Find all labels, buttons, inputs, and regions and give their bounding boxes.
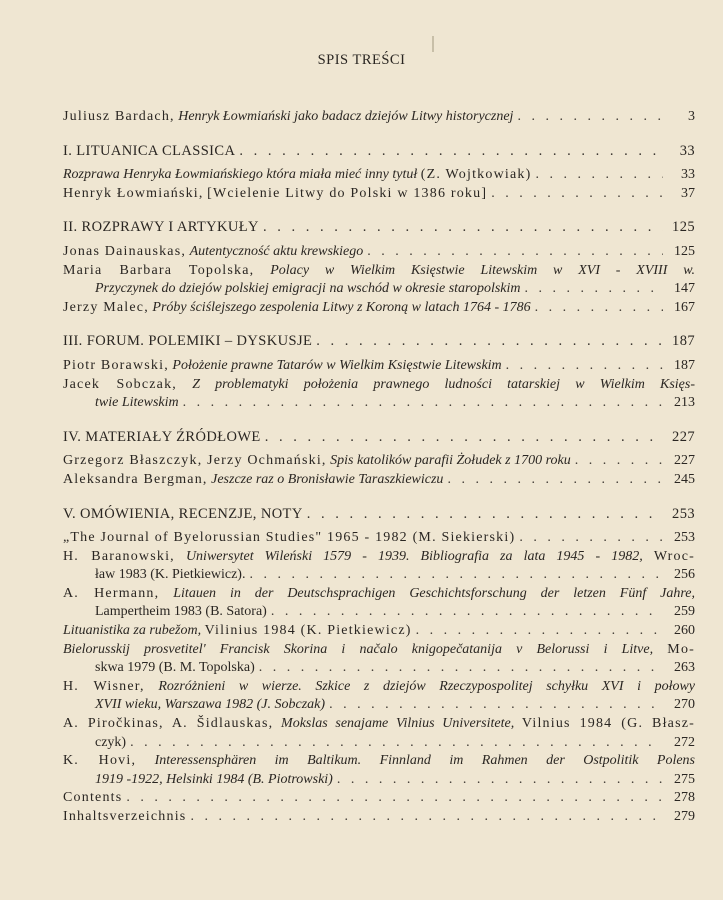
toc-entry bbox=[63, 185, 695, 204]
entry-text bbox=[63, 166, 531, 185]
toc-entry bbox=[63, 641, 695, 678]
entry-detail: (Z. Wojtkowiak) bbox=[420, 167, 532, 183]
entry-title: Autentyczność aktu krewskiego bbox=[189, 243, 364, 259]
dot-leader bbox=[416, 622, 663, 641]
entry-title: Położenie prawne Tatarów w Wielkim Księstwie Litewskim bbox=[172, 357, 502, 373]
entry-title: Litauen in der Deutschsprachigen Geschichtsforschung der letzen Fünf Jahre, bbox=[173, 585, 695, 601]
page-number: 125 bbox=[674, 243, 695, 259]
toc-entry bbox=[63, 376, 695, 413]
page-number: 125 bbox=[672, 219, 695, 236]
entry-text bbox=[63, 622, 412, 641]
entry-continuation: czyk) bbox=[95, 734, 127, 750]
entry-detail: [Wcielenie Litwy do Polski w 1386 roku] bbox=[207, 185, 488, 201]
page-number: 263 bbox=[674, 660, 695, 676]
dot-leader bbox=[535, 299, 663, 318]
entry-author: K. Hovi, bbox=[63, 753, 137, 769]
page-number: 256 bbox=[674, 567, 695, 583]
toc-entry bbox=[63, 243, 695, 262]
entry-author: Grzegorz Błaszczyk, Jerzy Ochmański, bbox=[63, 453, 327, 469]
entry-continuation: 1919 -1922, Helsinki 1984 (B. Piotrowski) bbox=[95, 771, 333, 787]
entry-author: Jonas Dainauskas, bbox=[63, 243, 187, 259]
dot-leader bbox=[447, 471, 663, 490]
section-heading bbox=[63, 332, 695, 351]
entry-line-2 bbox=[63, 280, 695, 299]
page-number: 33 bbox=[679, 142, 695, 159]
entry-title: Henryk Łowmiański jako badacz dziejów Litwy historycznej bbox=[178, 109, 514, 124]
page-number: 260 bbox=[674, 623, 695, 639]
page-number: 147 bbox=[674, 281, 695, 297]
entry-detail: Mo- bbox=[667, 641, 695, 657]
toc-entry bbox=[63, 622, 695, 641]
page-number: 278 bbox=[674, 790, 695, 806]
dot-leader bbox=[367, 243, 663, 262]
entry-author: Henryk Łowmiański, bbox=[63, 185, 204, 201]
entry-line-2 bbox=[63, 734, 695, 753]
entry-author: Jacek Sobczak, bbox=[63, 376, 178, 392]
toc-entry bbox=[63, 752, 695, 789]
entry-continuation: Przyczynek do dziejów polskiej emigracji na wschód w okresie staropolskim bbox=[95, 281, 521, 297]
toc-entry bbox=[63, 529, 695, 548]
page-number: 187 bbox=[674, 357, 695, 373]
toc-entry bbox=[63, 808, 695, 827]
entry-line-2 bbox=[63, 659, 695, 678]
entry-author: H. Wisner, bbox=[63, 678, 145, 694]
section-title: V. OMÓWIENIA, RECENZJE, NOTY bbox=[63, 505, 303, 522]
page-number: 275 bbox=[674, 771, 695, 787]
section-title: I. LITUANICA CLASSICA bbox=[63, 142, 236, 159]
page-number: 33 bbox=[681, 167, 695, 183]
dot-leader bbox=[130, 734, 663, 753]
entry-line-1 bbox=[63, 715, 695, 734]
entry-author: Piotr Borawski, bbox=[63, 357, 169, 373]
toc-entry bbox=[63, 789, 695, 808]
dot-leader bbox=[190, 808, 663, 827]
toc-entry bbox=[63, 452, 695, 471]
entry-text bbox=[63, 185, 487, 204]
entry-title: Polacy w Wielkim Księstwie Litewskim w XVI - XVIII w. bbox=[270, 262, 695, 278]
dot-leader bbox=[183, 394, 663, 413]
section-title: III. FORUM. POLEMIKI – DYSKUSJE bbox=[63, 333, 313, 350]
entry-detail: Wroc- bbox=[653, 548, 695, 564]
toc-entry bbox=[63, 166, 695, 185]
entry-text bbox=[63, 243, 363, 262]
entry-line-1 bbox=[63, 262, 695, 281]
entry-author: Jerzy Malec, bbox=[63, 299, 149, 315]
page-crease bbox=[432, 36, 434, 52]
page-number: 259 bbox=[674, 604, 695, 620]
dot-leader bbox=[535, 166, 663, 185]
entry-author: H. Baranowski, bbox=[63, 548, 175, 564]
entry-title: Rozprawa Henryka Łowmiańskiego która miała mieć inny tytuł bbox=[63, 167, 418, 183]
entry-title: Interessensphären im Baltikum. Finnland im Rahmen der Ostpolitik Polens bbox=[154, 753, 695, 769]
entry-author: Inhaltsverzeichnis bbox=[63, 809, 187, 824]
toc-entry bbox=[63, 357, 695, 376]
entry-text bbox=[63, 529, 515, 548]
dot-leader bbox=[265, 428, 663, 447]
dot-leader bbox=[517, 108, 663, 127]
page-number: 279 bbox=[674, 809, 695, 824]
entry-line-1 bbox=[63, 548, 695, 567]
entry-author: Juliusz Bardach, bbox=[63, 109, 175, 124]
entry-line-1 bbox=[63, 376, 695, 395]
dot-leader bbox=[126, 789, 663, 808]
entry-author: A. Hermann, bbox=[63, 585, 160, 601]
section-heading bbox=[63, 428, 695, 447]
entry-line-2 bbox=[63, 394, 695, 413]
entry-detail: Vilinius 1984 (K. Pietkiewicz) bbox=[204, 623, 412, 639]
page-number: 253 bbox=[672, 505, 695, 522]
dot-leader bbox=[337, 771, 663, 790]
page-number: 227 bbox=[672, 428, 695, 445]
entry-text bbox=[63, 808, 186, 827]
entry-line-1 bbox=[63, 752, 695, 771]
dot-leader bbox=[263, 218, 663, 237]
toc-entry bbox=[63, 299, 695, 318]
entry-continuation: Lampertheim 1983 (B. Satora) bbox=[95, 604, 267, 620]
entry-title: Uniwersytet Wileński 1579 - 1939. Bibliografia za lata 1945 - 1982, bbox=[185, 548, 643, 564]
dot-leader bbox=[307, 505, 663, 524]
entry-text bbox=[63, 452, 571, 471]
toc-entry bbox=[63, 585, 695, 622]
entry-title: Spis katolików parafii Żołudek z 1700 roku bbox=[330, 453, 571, 469]
entry-title: Lituanistika za rubežom, bbox=[63, 623, 202, 639]
section-title: IV. MATERIAŁY ŹRÓDŁOWE bbox=[63, 428, 261, 445]
entry-line-1 bbox=[63, 678, 695, 697]
entry-continuation: ław 1983 (K. Pietkiewicz). bbox=[95, 567, 246, 583]
dot-leader bbox=[259, 659, 663, 678]
entry-author: Maria Barbara Topolska, bbox=[63, 262, 255, 278]
entry-text bbox=[63, 471, 443, 490]
toc-entry bbox=[63, 715, 695, 752]
section-heading bbox=[63, 218, 695, 237]
entry-line-2 bbox=[63, 603, 695, 622]
dot-leader bbox=[249, 566, 663, 585]
page-number: 167 bbox=[674, 299, 695, 315]
entry-line-2 bbox=[63, 566, 695, 585]
entry-title: Jeszcze raz o Bronisławie Taraszkiewiczu bbox=[211, 471, 444, 487]
entry-title: Z problematyki położenia prawnego ludności tatarskiej w Wielkim Księs- bbox=[192, 376, 695, 392]
entry-line-2 bbox=[63, 771, 695, 790]
toc-entry bbox=[63, 548, 695, 585]
entry-author: A. Piročkinas, A. Šidlauskas, bbox=[63, 716, 274, 732]
dot-leader bbox=[506, 357, 663, 376]
entry-title: Próby ściślejszego zespolenia Litwy z Koroną w latach 1764 - 1786 bbox=[152, 299, 531, 315]
page-number: 3 bbox=[688, 109, 695, 124]
entry-title: Mokslas senajame Vilnius Universitete, bbox=[281, 716, 515, 732]
entry-author: Contents bbox=[63, 790, 123, 806]
dot-leader bbox=[316, 332, 663, 351]
dot-leader bbox=[271, 603, 663, 622]
entry-continuation: twie Litewskim bbox=[95, 395, 179, 411]
entry-continuation: skwa 1979 (B. M. Topolska) bbox=[95, 660, 255, 676]
entry-author: „The Journal of Byelorussian Studies" 1965 - 1982 (M. Siekierski) bbox=[63, 530, 516, 546]
page-number: 37 bbox=[681, 185, 695, 201]
section-heading bbox=[63, 505, 695, 524]
page-number: 253 bbox=[674, 530, 695, 546]
entry-title: Bielorusskij prosvetitel' Francisk Skorina i načalo knigopečatanija v Belorussi i Litve, bbox=[63, 641, 654, 657]
dot-leader bbox=[519, 529, 663, 548]
table-of-contents bbox=[63, 108, 695, 827]
page-number: 187 bbox=[672, 333, 695, 350]
dot-leader bbox=[575, 452, 663, 471]
entry-detail: Vilnius 1984 (G. Błasz- bbox=[521, 716, 695, 732]
page-number: 270 bbox=[674, 697, 695, 713]
entry-author: Aleksandra Bergman, bbox=[63, 471, 208, 487]
page-title: SPIS TREŚCI bbox=[317, 52, 406, 68]
entry-line-1 bbox=[63, 585, 695, 604]
page-number: 272 bbox=[674, 734, 695, 750]
entry-text bbox=[63, 108, 513, 127]
entry-line-2 bbox=[63, 696, 695, 715]
section-title: II. ROZPRAWY I ARTYKUŁY bbox=[63, 219, 259, 236]
page-number: 245 bbox=[674, 471, 695, 487]
dot-leader bbox=[525, 280, 663, 299]
dot-leader bbox=[329, 696, 663, 715]
toc-entry bbox=[63, 262, 695, 299]
page-number: 213 bbox=[674, 395, 695, 411]
dot-leader bbox=[491, 185, 663, 204]
entry-text bbox=[63, 789, 122, 808]
toc-entry bbox=[63, 108, 695, 127]
dot-leader bbox=[239, 142, 663, 161]
entry-title: Rozróżnieni w wierze. Szkice z dziejów Rzeczypospolitej schyłku XVI i połowy bbox=[158, 678, 695, 694]
entry-continuation: XVII wieku, Warszawa 1982 (J. Sobczak) bbox=[95, 697, 326, 713]
entry-text bbox=[63, 357, 502, 376]
entry-line-1 bbox=[63, 641, 695, 660]
toc-entry bbox=[63, 678, 695, 715]
toc-entry bbox=[63, 471, 695, 490]
section-heading bbox=[63, 142, 695, 161]
entry-text bbox=[63, 299, 531, 318]
page-number: 227 bbox=[674, 453, 695, 469]
